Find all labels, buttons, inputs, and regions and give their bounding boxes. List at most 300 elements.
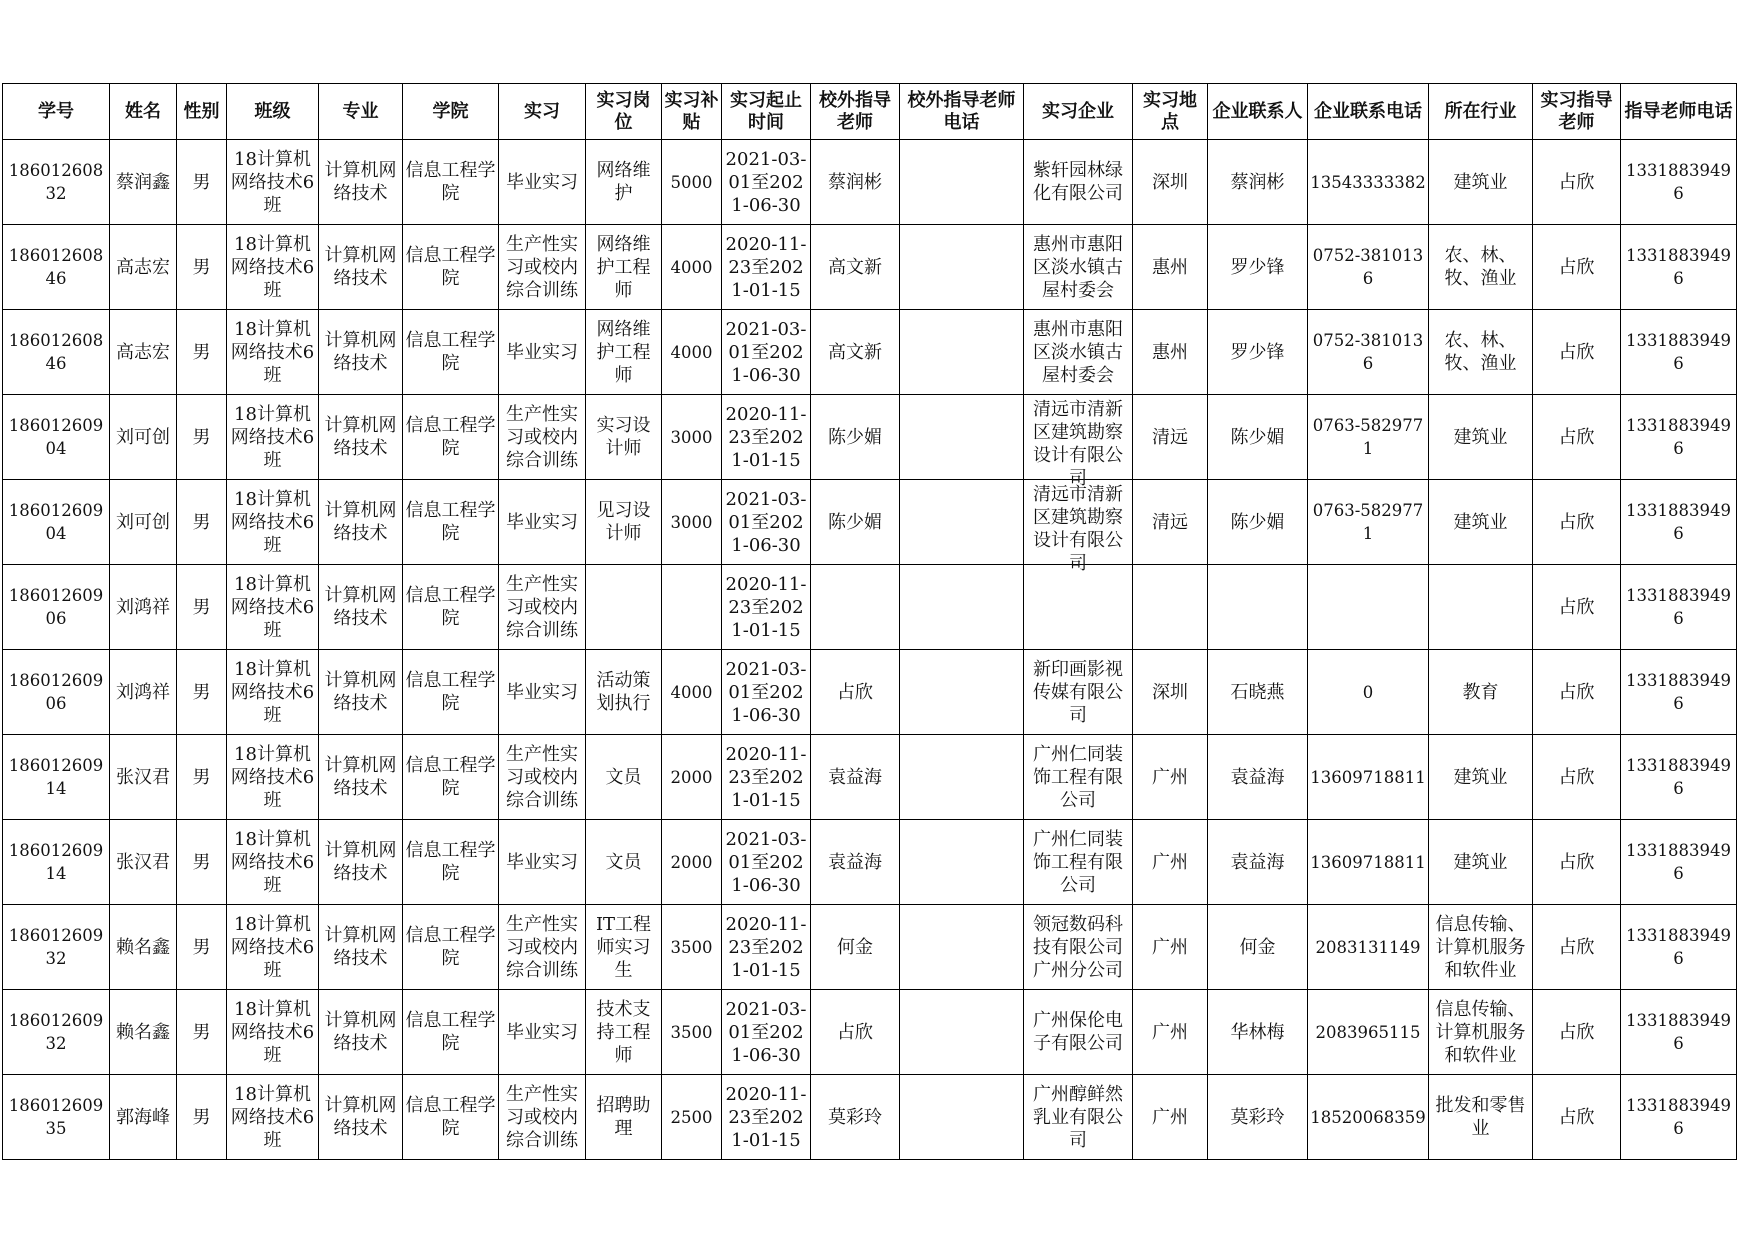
cell-college xyxy=(403,565,499,650)
cell-text: 2020-11-23至2021-01-15 xyxy=(725,1083,807,1151)
cell-text: 蔡润鑫 xyxy=(116,171,170,193)
table-row xyxy=(3,310,1737,395)
cell-text: 占欣 xyxy=(837,681,873,703)
cell-text: 男 xyxy=(192,681,211,703)
cell-text: 男 xyxy=(192,341,211,363)
cell-text: 18601260846 xyxy=(8,246,104,288)
cell-industry xyxy=(1429,905,1533,990)
cell-company-phone xyxy=(1308,1075,1429,1160)
cell-internship-subsidy xyxy=(662,140,722,225)
cell-text: 建筑业 xyxy=(1453,511,1508,533)
cell-major xyxy=(319,310,403,395)
cell-company-contact xyxy=(1208,905,1308,990)
cell-text: 信息工程学院 xyxy=(405,840,496,884)
cell-text: 生产性实习或校内综合训练 xyxy=(506,1083,578,1151)
cell-text: 清远 xyxy=(1152,426,1188,448)
cell-student-id xyxy=(3,1075,110,1160)
cell-company-contact xyxy=(1208,1075,1308,1160)
cell-internship-subsidy xyxy=(662,310,722,395)
cell-text: 惠州 xyxy=(1152,341,1188,363)
cell-text: 0752-3810136 xyxy=(1312,331,1424,373)
header-industry: 所在行业 xyxy=(1429,84,1533,140)
cell-text: 男 xyxy=(192,511,211,533)
cell-major xyxy=(319,990,403,1075)
cell-text: 2083131149 xyxy=(1315,937,1421,957)
cell-industry xyxy=(1429,990,1533,1075)
header-internship-subsidy: 实习补贴 xyxy=(662,84,722,140)
cell-text: 18计算机网络技术6班 xyxy=(230,658,315,726)
cell-student-id xyxy=(3,480,110,565)
cell-industry xyxy=(1429,310,1533,395)
cell-text: 刘鸿祥 xyxy=(116,681,170,703)
cell-company-contact xyxy=(1208,395,1308,480)
cell-industry xyxy=(1429,650,1533,735)
cell-text: 13318839496 xyxy=(1626,1011,1731,1053)
cell-advisor-phone xyxy=(1621,990,1737,1075)
cell-text: 见习设计师 xyxy=(596,500,651,544)
cell-major xyxy=(319,480,403,565)
cell-text: 建筑业 xyxy=(1453,766,1508,788)
cell-gender xyxy=(177,480,227,565)
cell-internship-type xyxy=(499,225,586,310)
cell-text: 18计算机网络技术6班 xyxy=(230,828,315,896)
cell-internship-location xyxy=(1133,820,1208,905)
cell-text: 袁益海 xyxy=(828,766,882,788)
cell-student-id xyxy=(3,310,110,395)
cell-gender xyxy=(177,1075,227,1160)
cell-text: 占欣 xyxy=(1558,936,1595,958)
header-external-advisor: 校外指导老师 xyxy=(811,84,900,140)
cell-text: 网络维护 xyxy=(596,160,651,204)
cell-text: 18计算机网络技术6班 xyxy=(230,233,315,301)
cell-text: 计算机网络技术 xyxy=(324,415,397,459)
cell-text: 袁益海 xyxy=(1230,851,1285,873)
cell-text: 2000 xyxy=(670,767,713,787)
cell-text: 蔡润彬 xyxy=(828,171,882,193)
cell-text: 信息工程学院 xyxy=(405,500,496,544)
cell-text: 广州 xyxy=(1152,851,1188,873)
cell-text: 18计算机网络技术6班 xyxy=(230,148,315,216)
cell-gender xyxy=(177,310,227,395)
cell-internship-position xyxy=(586,225,662,310)
cell-internship-location xyxy=(1133,650,1208,735)
table-row xyxy=(3,1075,1737,1160)
cell-text: 文员 xyxy=(605,766,642,788)
cell-internship-period xyxy=(722,480,811,565)
header-college: 学院 xyxy=(403,84,499,140)
table-row xyxy=(3,735,1737,820)
cell-text: 广州 xyxy=(1152,1021,1188,1043)
cell-internship-period xyxy=(722,990,811,1075)
cell-text: 张汉君 xyxy=(116,766,170,788)
cell-external-advisor xyxy=(811,735,900,820)
cell-internship-type xyxy=(499,820,586,905)
table-row xyxy=(3,140,1737,225)
cell-name xyxy=(110,140,177,225)
cell-text: 男 xyxy=(192,596,211,618)
cell-text: 计算机网络技术 xyxy=(324,330,397,374)
header-class: 班级 xyxy=(227,84,319,140)
cell-text: 2020-11-23至2021-01-15 xyxy=(725,403,807,471)
cell-text: 18601260832 xyxy=(8,161,104,203)
cell-internship-advisor xyxy=(1533,650,1621,735)
cell-internship-type xyxy=(499,650,586,735)
cell-name xyxy=(110,735,177,820)
cell-text: 广州 xyxy=(1152,766,1188,788)
cell-text: 3000 xyxy=(670,427,713,447)
cell-college xyxy=(403,480,499,565)
cell-text: 男 xyxy=(192,766,211,788)
cell-major xyxy=(319,820,403,905)
cell-text: 网络维护工程师 xyxy=(596,318,651,386)
cell-text: 4000 xyxy=(670,342,713,362)
cell-external-advisor-phone xyxy=(900,820,1024,905)
cell-external-advisor xyxy=(811,650,900,735)
cell-advisor-phone xyxy=(1621,1075,1737,1160)
cell-text: 13318839496 xyxy=(1626,926,1731,968)
cell-internship-location xyxy=(1133,565,1208,650)
cell-internship-advisor xyxy=(1533,140,1621,225)
table-row xyxy=(3,650,1737,735)
cell-internship-period xyxy=(722,140,811,225)
cell-name xyxy=(110,990,177,1075)
cell-gender xyxy=(177,650,227,735)
cell-company-phone xyxy=(1308,565,1429,650)
cell-company-phone xyxy=(1308,990,1429,1075)
cell-text: 2000 xyxy=(670,852,713,872)
cell-external-advisor xyxy=(811,565,900,650)
cell-text: 清远 xyxy=(1152,511,1188,533)
cell-advisor-phone xyxy=(1621,140,1737,225)
cell-company-phone xyxy=(1308,650,1429,735)
cell-text: 2500 xyxy=(670,1107,713,1127)
cell-internship-type xyxy=(499,140,586,225)
cell-text: 13318839496 xyxy=(1626,841,1731,883)
table-row xyxy=(3,395,1737,480)
header-advisor-phone: 指导老师电话 xyxy=(1621,84,1737,140)
cell-external-advisor xyxy=(811,310,900,395)
header-name: 姓名 xyxy=(110,84,177,140)
header-major: 专业 xyxy=(319,84,403,140)
cell-text: 莫彩玲 xyxy=(828,1106,882,1128)
cell-text: 18601260914 xyxy=(8,756,104,798)
cell-text: 13318839496 xyxy=(1626,501,1731,543)
cell-industry xyxy=(1429,395,1533,480)
cell-text: 占欣 xyxy=(1558,511,1595,533)
cell-advisor-phone xyxy=(1621,735,1737,820)
cell-external-advisor xyxy=(811,395,900,480)
cell-company-phone xyxy=(1308,225,1429,310)
cell-text: 高文新 xyxy=(828,256,882,278)
cell-text: 张汉君 xyxy=(116,851,170,873)
cell-text: 计算机网络技术 xyxy=(324,925,397,969)
cell-internship-location xyxy=(1133,735,1208,820)
cell-internship-advisor xyxy=(1533,310,1621,395)
cell-advisor-phone xyxy=(1621,650,1737,735)
cell-text: 建筑业 xyxy=(1453,426,1508,448)
cell-internship-position xyxy=(586,990,662,1075)
cell-text: 莫彩玲 xyxy=(1230,1106,1285,1128)
cell-text: 男 xyxy=(192,1021,211,1043)
cell-text: 18601260906 xyxy=(8,671,104,713)
cell-advisor-phone xyxy=(1621,820,1737,905)
cell-internship-location xyxy=(1133,480,1208,565)
cell-class xyxy=(227,1075,319,1160)
cell-text: 18601260846 xyxy=(8,331,104,373)
cell-industry xyxy=(1429,140,1533,225)
cell-text: 何金 xyxy=(837,936,873,958)
internship-table xyxy=(2,83,1737,1160)
cell-text: 2083965115 xyxy=(1315,1022,1421,1042)
cell-text: 教育 xyxy=(1462,681,1499,703)
cell-text: 陈少媚 xyxy=(1230,511,1285,533)
cell-company-phone xyxy=(1308,820,1429,905)
cell-text: 2021-03-01至2021-06-30 xyxy=(725,488,807,556)
cell-major xyxy=(319,395,403,480)
cell-name xyxy=(110,905,177,990)
cell-text: 计算机网络技术 xyxy=(324,160,397,204)
cell-internship-subsidy xyxy=(662,735,722,820)
cell-class xyxy=(227,480,319,565)
cell-industry xyxy=(1429,1075,1533,1160)
cell-internship-company xyxy=(1024,990,1133,1075)
cell-internship-subsidy xyxy=(662,990,722,1075)
cell-external-advisor xyxy=(811,140,900,225)
cell-text: 信息工程学院 xyxy=(405,585,496,629)
cell-external-advisor-phone xyxy=(900,140,1024,225)
cell-text: 高文新 xyxy=(828,341,882,363)
cell-internship-period xyxy=(722,310,811,395)
cell-text: 18601260904 xyxy=(8,501,104,543)
cell-text: 计算机网络技术 xyxy=(324,755,397,799)
cell-internship-period xyxy=(722,395,811,480)
cell-name xyxy=(110,225,177,310)
cell-text: 2020-11-23至2021-01-15 xyxy=(725,743,807,811)
cell-text: 计算机网络技术 xyxy=(324,585,397,629)
cell-text: 男 xyxy=(192,256,211,278)
cell-class xyxy=(227,735,319,820)
cell-company-phone xyxy=(1308,140,1429,225)
cell-class xyxy=(227,650,319,735)
cell-major xyxy=(319,1075,403,1160)
cell-text: 0763-5829771 xyxy=(1312,501,1424,543)
cell-text: 农、林、牧、渔业 xyxy=(1444,245,1517,289)
cell-internship-advisor xyxy=(1533,225,1621,310)
cell-internship-advisor xyxy=(1533,735,1621,820)
cell-text: 18计算机网络技术6班 xyxy=(230,488,315,556)
cell-text: 18计算机网络技术6班 xyxy=(230,913,315,981)
cell-text: 石晓燕 xyxy=(1230,681,1285,703)
header-internship-advisor: 实习指导老师 xyxy=(1533,84,1621,140)
cell-internship-type xyxy=(499,565,586,650)
cell-internship-type xyxy=(499,990,586,1075)
cell-text: 紫轩园林绿化有限公司 xyxy=(1033,160,1123,204)
cell-text: 陈少媚 xyxy=(1230,426,1285,448)
cell-text: 网络维护工程师 xyxy=(596,233,651,301)
cell-student-id xyxy=(3,735,110,820)
cell-college xyxy=(403,650,499,735)
cell-advisor-phone xyxy=(1621,565,1737,650)
cell-text: 计算机网络技术 xyxy=(324,245,397,289)
header-internship-type: 实习 xyxy=(499,84,586,140)
cell-company-contact xyxy=(1208,565,1308,650)
cell-text: 18601260932 xyxy=(8,926,104,968)
cell-class xyxy=(227,395,319,480)
cell-internship-subsidy xyxy=(662,905,722,990)
cell-internship-company xyxy=(1024,310,1133,395)
cell-text: 2020-11-23至2021-01-15 xyxy=(725,913,807,981)
cell-text: 13318839496 xyxy=(1626,416,1731,458)
cell-company-contact xyxy=(1208,735,1308,820)
cell-text: 建筑业 xyxy=(1453,171,1508,193)
cell-text: 广州 xyxy=(1152,1106,1188,1128)
cell-text: 计算机网络技术 xyxy=(324,670,397,714)
cell-text: 生产性实习或校内综合训练 xyxy=(506,573,578,641)
cell-internship-subsidy xyxy=(662,820,722,905)
cell-external-advisor xyxy=(811,905,900,990)
cell-internship-type xyxy=(499,735,586,820)
cell-text: 计算机网络技术 xyxy=(324,1095,397,1139)
cell-class xyxy=(227,310,319,395)
cell-text: 信息工程学院 xyxy=(405,925,496,969)
cell-gender xyxy=(177,905,227,990)
cell-internship-type xyxy=(499,905,586,990)
cell-internship-position xyxy=(586,480,662,565)
header-external-advisor-phone: 校外指导老师电话 xyxy=(900,84,1024,140)
cell-internship-company xyxy=(1024,905,1133,990)
cell-internship-position xyxy=(586,735,662,820)
cell-internship-advisor xyxy=(1533,990,1621,1075)
cell-company-phone xyxy=(1308,735,1429,820)
cell-text: 计算机网络技术 xyxy=(324,1010,397,1054)
cell-external-advisor xyxy=(811,820,900,905)
cell-name xyxy=(110,310,177,395)
header-internship-company: 实习企业 xyxy=(1024,84,1133,140)
cell-text: 占欣 xyxy=(1558,256,1595,278)
cell-student-id xyxy=(3,990,110,1075)
cell-company-contact xyxy=(1208,310,1308,395)
cell-internship-company xyxy=(1024,140,1133,225)
cell-text: 占欣 xyxy=(1558,681,1595,703)
cell-text: 0763-5829771 xyxy=(1312,416,1424,458)
cell-internship-subsidy xyxy=(662,650,722,735)
cell-text: 2020-11-23至2021-01-15 xyxy=(725,573,807,641)
cell-internship-advisor xyxy=(1533,905,1621,990)
cell-text: 建筑业 xyxy=(1453,851,1508,873)
cell-text: 陈少媚 xyxy=(828,511,882,533)
cell-text: 华林梅 xyxy=(1230,1021,1285,1043)
table-row xyxy=(3,990,1737,1075)
cell-text: 占欣 xyxy=(1558,1021,1595,1043)
cell-internship-period xyxy=(722,820,811,905)
cell-gender xyxy=(177,565,227,650)
table-row xyxy=(3,480,1737,565)
cell-internship-subsidy xyxy=(662,225,722,310)
cell-text: 深圳 xyxy=(1152,171,1188,193)
cell-internship-position xyxy=(586,565,662,650)
cell-text: 技术支持工程师 xyxy=(596,998,651,1066)
cell-name xyxy=(110,820,177,905)
cell-external-advisor-phone xyxy=(900,310,1024,395)
cell-class xyxy=(227,990,319,1075)
cell-gender xyxy=(177,735,227,820)
cell-text: 18计算机网络技术6班 xyxy=(230,743,315,811)
cell-class xyxy=(227,565,319,650)
cell-class xyxy=(227,820,319,905)
cell-internship-advisor xyxy=(1533,1075,1621,1160)
cell-text: 占欣 xyxy=(1558,341,1595,363)
cell-text: 占欣 xyxy=(1558,766,1595,788)
cell-text: 2020-11-23至2021-01-15 xyxy=(725,233,807,301)
cell-text: 深圳 xyxy=(1152,681,1188,703)
cell-company-contact xyxy=(1208,820,1308,905)
cell-text: 郭海峰 xyxy=(116,1106,170,1128)
header-internship-position: 实习岗位 xyxy=(586,84,662,140)
cell-industry xyxy=(1429,480,1533,565)
cell-internship-position xyxy=(586,820,662,905)
cell-student-id xyxy=(3,140,110,225)
cell-internship-position xyxy=(586,140,662,225)
cell-text: 18计算机网络技术6班 xyxy=(230,1083,315,1151)
cell-text: 男 xyxy=(192,936,211,958)
cell-text: 13318839496 xyxy=(1626,756,1731,798)
cell-external-advisor-phone xyxy=(900,1075,1024,1160)
cell-text: 13318839496 xyxy=(1626,586,1731,628)
cell-text: 活动策划执行 xyxy=(596,670,651,714)
cell-text: 18计算机网络技术6班 xyxy=(230,573,315,641)
table-row xyxy=(3,225,1737,310)
cell-internship-position xyxy=(586,395,662,480)
cell-external-advisor-phone xyxy=(900,225,1024,310)
cell-text: 18601260904 xyxy=(8,416,104,458)
cell-student-id xyxy=(3,905,110,990)
header-internship-period: 实习起止时间 xyxy=(722,84,811,140)
cell-text: 2021-03-01至2021-06-30 xyxy=(725,658,807,726)
cell-text: 2021-03-01至2021-06-30 xyxy=(725,828,807,896)
cell-text: 13318839496 xyxy=(1626,246,1731,288)
cell-internship-location xyxy=(1133,225,1208,310)
cell-text: 毕业实习 xyxy=(506,851,578,873)
cell-text: 刘可创 xyxy=(116,511,170,533)
cell-text: 惠州市惠阳区淡水镇古屋村委会 xyxy=(1033,318,1123,386)
cell-industry xyxy=(1429,735,1533,820)
cell-text: 4000 xyxy=(670,682,713,702)
cell-internship-type xyxy=(499,310,586,395)
cell-internship-period xyxy=(722,225,811,310)
cell-internship-company xyxy=(1024,395,1133,489)
cell-advisor-phone xyxy=(1621,310,1737,395)
cell-college xyxy=(403,140,499,225)
cell-gender xyxy=(177,990,227,1075)
cell-text: 广州仁同装饰工程有限公司 xyxy=(1033,743,1123,811)
cell-text: 信息工程学院 xyxy=(405,1095,496,1139)
cell-text: 毕业实习 xyxy=(506,341,578,363)
cell-industry xyxy=(1429,820,1533,905)
cell-gender xyxy=(177,225,227,310)
cell-internship-position xyxy=(586,310,662,395)
cell-internship-period xyxy=(722,735,811,820)
cell-advisor-phone xyxy=(1621,480,1737,565)
cell-text: 刘鸿祥 xyxy=(116,596,170,618)
cell-text: 占欣 xyxy=(837,1021,873,1043)
cell-text: 新印画影视传媒有限公司 xyxy=(1033,658,1123,726)
cell-text: 3500 xyxy=(670,1022,713,1042)
cell-company-contact xyxy=(1208,650,1308,735)
cell-gender xyxy=(177,140,227,225)
header-gender: 性别 xyxy=(177,84,227,140)
cell-text: 13318839496 xyxy=(1626,331,1731,373)
cell-text: 男 xyxy=(192,171,211,193)
